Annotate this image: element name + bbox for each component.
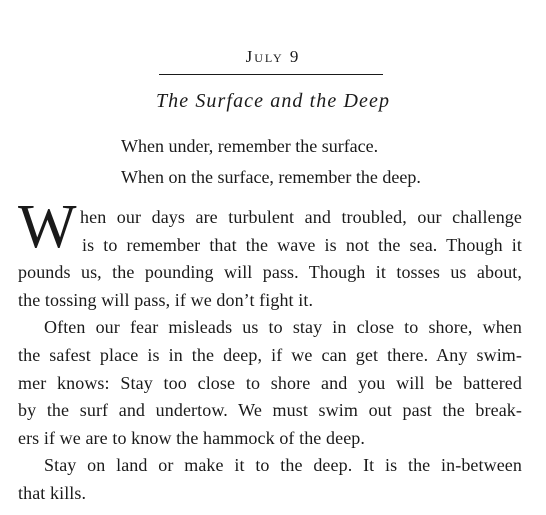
body-line: the safest place is in the deep, if we can get there. Any swim-	[18, 344, 522, 365]
body-line: ers if we are to know the hammock of the deep.	[18, 427, 365, 448]
body-line: is to remember that the wave is not the sea. Though it	[82, 234, 522, 255]
body-line: mer knows: Stay too close to shore and you will be battered	[18, 372, 522, 393]
epigraph-line: When under, remember the surface.	[121, 136, 379, 156]
body-text	[18, 204, 522, 508]
entry-title: The Surface and the Deep	[155, 90, 391, 112]
body-line: by the surf and undertow. We must swim out past the break-	[18, 400, 522, 421]
body-line: hen our days are turbulent and troubled, our challenge	[80, 207, 522, 227]
body-line: that kills.	[18, 482, 87, 503]
entry-date: July 9	[245, 47, 301, 66]
body-line: pounds us, the pounding will pass. Though it tosses us about,	[18, 262, 522, 283]
body-line: Stay on land or make it to the deep. It is the in-between	[44, 455, 522, 476]
epigraph-line: When on the surface, remember the deep.	[121, 167, 421, 187]
header-rule	[159, 74, 383, 75]
drop-cap: W	[18, 193, 77, 261]
body-line: the tossing will pass, if we don’t fight it.	[18, 289, 314, 310]
epigraph	[121, 131, 421, 193]
body-line: Often our fear misleads us to stay in close to shore, when	[44, 317, 522, 338]
